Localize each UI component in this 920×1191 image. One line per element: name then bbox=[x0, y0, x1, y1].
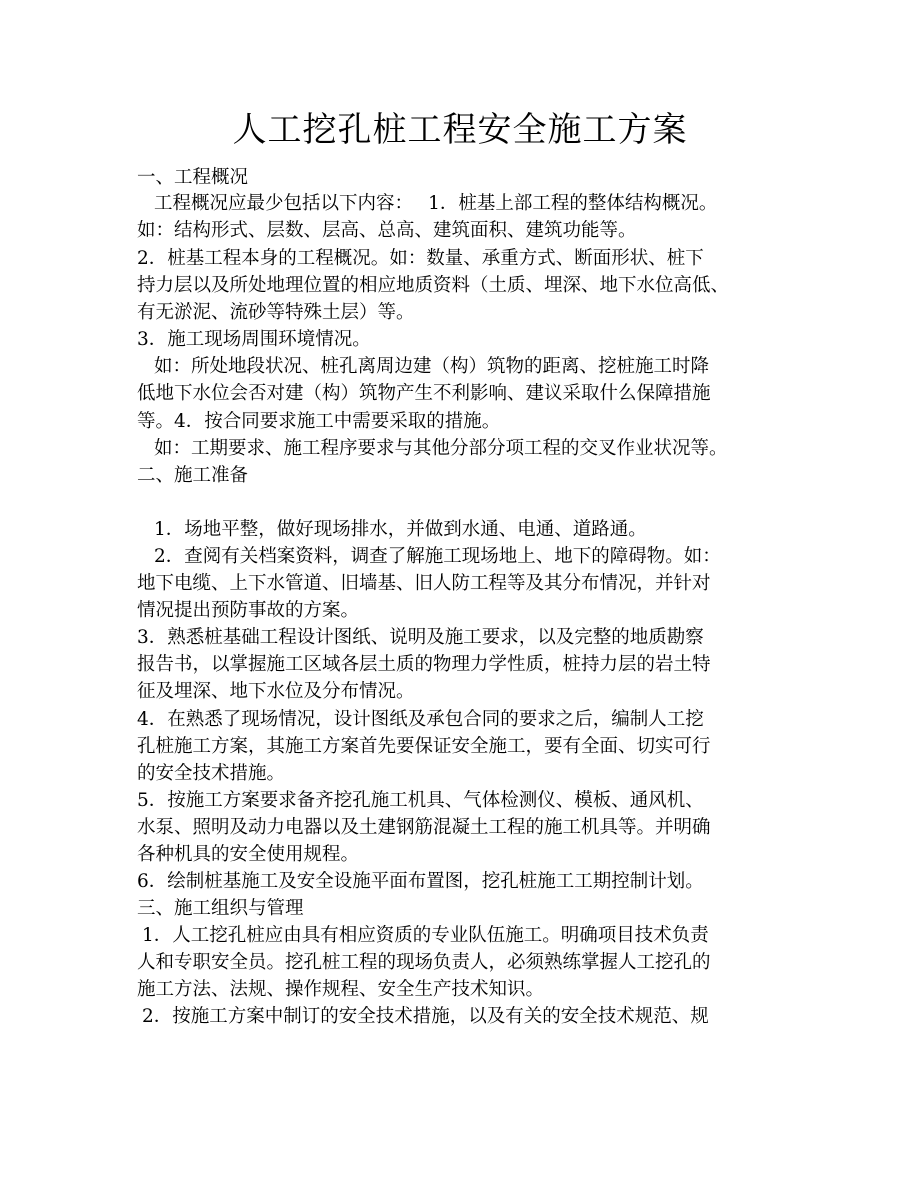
paragraph-line: 如：工期要求、施工程序要求与其他分部分项工程的交叉作业状况等。 bbox=[154, 438, 728, 459]
paragraph-line: 施工方法、法规、操作规程、安全生产技术知识。 bbox=[137, 979, 545, 1000]
paragraph-line: 如：所处地段状况、桩孔离周边建（构）筑物的距离、挖桩施工时降 bbox=[154, 356, 710, 377]
paragraph-line: 人和专职安全员。挖孔桩工程的现场负责人，必须熟练掌握人工挖孔的 bbox=[137, 952, 711, 973]
paragraph-line: 3．施工现场周围环境情况。 bbox=[137, 329, 371, 350]
section-heading-preparation: 二、施工准备 bbox=[137, 465, 249, 486]
paragraph-line: 等。4．按合同要求施工中需要采取的措施。 bbox=[137, 411, 501, 432]
paragraph-line: 水泵、照明及动力电器以及土建钢筋混凝土工程的施工机具等。并明确 bbox=[137, 817, 711, 838]
paragraph-line: 征及埋深、地下水位及分布情况。 bbox=[137, 681, 415, 702]
paragraph-line: 1．人工挖孔桩应由具有相应资质的专业队伍施工。明确项目技术负责 bbox=[142, 925, 709, 946]
paragraph-line: 情况提出预防事故的方案。 bbox=[137, 600, 360, 621]
paragraph-line: 工程概况应最少包括以下内容： 1．桩基上部工程的整体结构概况。 bbox=[154, 193, 718, 214]
paragraph-line: 低地下水位会否对建（构）筑物产生不利影响、建议采取什么保障措施 bbox=[137, 383, 711, 404]
paragraph-line: 报告书，以掌握施工区域各层土质的物理力学性质，桩持力层的岩土特 bbox=[137, 654, 711, 675]
paragraph-line: 3．熟悉桩基础工程设计图纸、说明及施工要求，以及完整的地质勘察 bbox=[137, 627, 704, 648]
section-heading-overview: 一、工程概况 bbox=[137, 167, 249, 188]
paragraph-line: 的安全技术措施。 bbox=[137, 763, 286, 784]
document-title: 人工挖孔桩工程安全施工方案 bbox=[232, 110, 688, 150]
paragraph-line: 2．查阅有关档案资料，调查了解施工现场地上、地下的障碍物。如： bbox=[154, 546, 721, 567]
paragraph-line: 有无淤泥、流砂等特殊土层）等。 bbox=[137, 302, 415, 323]
paragraph-line: 孔桩施工方案，其施工方案首先要保证安全施工，要有全面、切实可行 bbox=[137, 736, 711, 757]
paragraph-line: 5．按施工方案要求备齐挖孔施工机具、气体检测仪、模板、通风机、 bbox=[137, 790, 704, 811]
paragraph-line: 地下电缆、上下水管道、旧墙基、旧人防工程等及其分布情况，并针对 bbox=[137, 573, 711, 594]
paragraph-line: 1．场地平整，做好现场排水，并做到水通、电通、道路通。 bbox=[154, 519, 647, 540]
paragraph-line: 6．绘制桩基施工及安全设施平面布置图，挖孔桩施工工期控制计划。 bbox=[137, 871, 704, 892]
paragraph-line: 2．按施工方案中制订的安全技术措施，以及有关的安全技术规范、规 bbox=[142, 1006, 709, 1027]
paragraph-line: 2．桩基工程本身的工程概况。如：数量、承重方式、断面形状、桩下 bbox=[137, 248, 704, 269]
paragraph-line: 持力层以及所处地理位置的相应地质资料（土质、埋深、地下水位高低、 bbox=[137, 275, 730, 296]
paragraph-line: 4．在熟悉了现场情况，设计图纸及承包合同的要求之后，编制人工挖 bbox=[137, 709, 704, 730]
paragraph-line: 各种机具的安全使用规程。 bbox=[137, 844, 360, 865]
section-heading-organization: 三、施工组织与管理 bbox=[137, 898, 304, 919]
paragraph-line: 如：结构形式、层数、层高、总高、建筑面积、建筑功能等。 bbox=[137, 220, 637, 241]
